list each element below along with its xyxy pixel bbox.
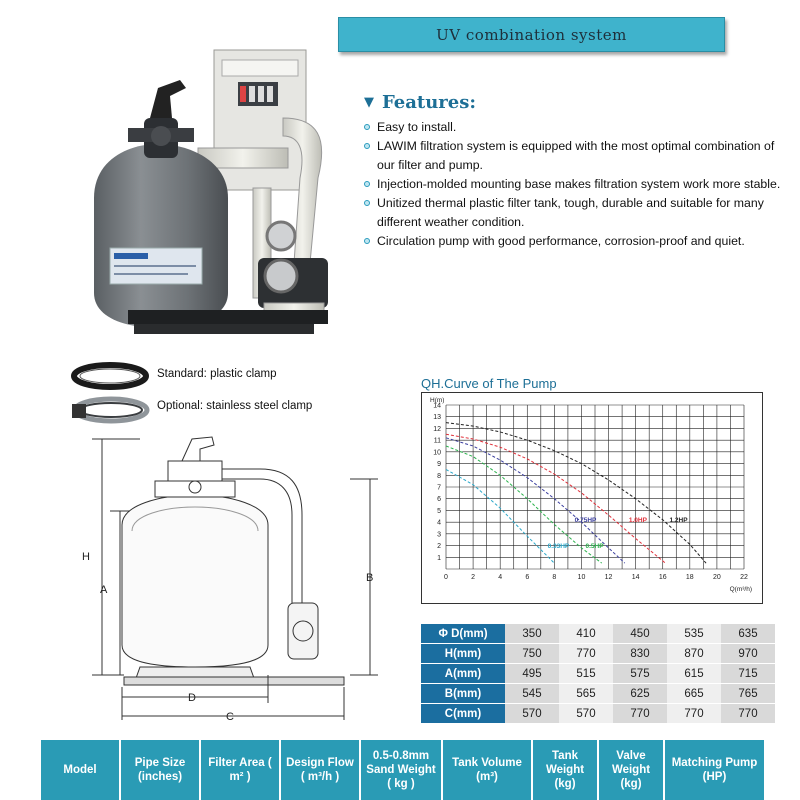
spec-row-label: H(mm)	[421, 644, 505, 664]
spec-cell: 765	[721, 684, 775, 704]
spec-cell: 570	[505, 704, 559, 724]
spec-table	[421, 624, 775, 724]
y-tick-label: 3	[437, 531, 441, 539]
bullet-icon	[364, 200, 370, 206]
spec-cell: 350	[505, 624, 559, 644]
header-cell: Valve Weight (kg)	[599, 740, 665, 800]
spec-cell: 770	[559, 644, 613, 664]
pump-curve-chart	[422, 393, 762, 603]
spec-cell: 715	[721, 664, 775, 684]
header-cell: 0.5-0.8mm Sand Weight ( kg )	[361, 740, 443, 800]
spec-row-label: A(mm)	[421, 664, 505, 684]
y-tick-label: 12	[433, 425, 441, 433]
model-table-header	[41, 740, 764, 800]
spec-row-label: B(mm)	[421, 684, 505, 704]
feature-item: Injection-molded mounting base makes filtration system work more stable.	[364, 175, 784, 194]
spec-row	[421, 704, 775, 724]
features-list	[364, 118, 784, 251]
spec-cell: 575	[613, 664, 667, 684]
banner-title: UV combination system	[436, 25, 627, 44]
spec-row	[421, 684, 775, 704]
header-cell: Design Flow ( m³/h )	[281, 740, 361, 800]
y-tick-label: 8	[437, 472, 441, 480]
features-title: Features:	[382, 92, 477, 113]
spec-cell: 770	[613, 704, 667, 724]
product-photo	[88, 48, 348, 363]
triangle-down-icon: ▼	[364, 95, 374, 110]
spec-cell: 615	[667, 664, 721, 684]
x-tick-label: 0	[444, 574, 448, 581]
header-cell: Matching Pump (HP)	[671, 757, 758, 783]
x-tick-label: 16	[658, 574, 667, 581]
header-cell: Model	[41, 740, 121, 800]
y-tick-label: 5	[437, 507, 441, 515]
header-cell: Tank Volume (m³)	[443, 740, 533, 800]
y-tick-label: 4	[437, 519, 441, 527]
standard-clamp-label: Standard: plastic clamp	[157, 368, 277, 380]
spec-row-label: Φ D(mm)	[421, 624, 505, 644]
spec-cell: 515	[559, 664, 613, 684]
spec-cell: 450	[613, 624, 667, 644]
dim-label-c: C	[226, 711, 234, 723]
x-tick-label: 20	[713, 574, 721, 581]
features-heading	[364, 92, 476, 113]
spec-cell: 635	[721, 624, 775, 644]
x-tick-label: 14	[631, 574, 640, 581]
spec-cell: 970	[721, 644, 775, 664]
y-tick-label: 9	[437, 461, 441, 469]
bullet-icon	[364, 124, 370, 130]
header-cell: Tank Weight (kg)	[533, 740, 599, 800]
x-tick-label: 10	[577, 574, 586, 581]
y-tick-label: 11	[433, 437, 441, 445]
spec-cell: 495	[505, 664, 559, 684]
y-tick-label: 13	[433, 414, 441, 422]
spec-row	[421, 624, 775, 644]
y-tick-label: 14	[433, 402, 441, 410]
spec-cell: 665	[667, 684, 721, 704]
chart-frame	[421, 392, 763, 604]
y-tick-label: 2	[437, 543, 441, 551]
feature-item: Unitized thermal plastic filter tank, tough, durable and suitable for many different weather condition.	[364, 194, 784, 232]
spec-cell: 830	[613, 644, 667, 664]
feature-item: LAWIM filtration system is equipped with the most optimal combination of our filter and pump.	[364, 137, 784, 175]
bullet-icon	[364, 181, 370, 187]
series-label: 0.5HP	[585, 542, 604, 550]
dim-label-d: D	[188, 692, 196, 704]
spec-cell: 535	[667, 624, 721, 644]
x-tick-label: 22	[740, 574, 748, 581]
spec-cell: 565	[559, 684, 613, 704]
dim-label-h: H	[82, 551, 90, 563]
y-tick-label: 7	[437, 484, 441, 492]
x-tick-label: 8	[552, 574, 557, 581]
spec-row-label: C(mm)	[421, 704, 505, 724]
dim-label-a: A	[100, 584, 108, 596]
dim-label-b: B	[366, 572, 374, 584]
series-label: 1.2HP	[669, 517, 688, 525]
spec-row	[421, 644, 775, 664]
y-tick-label: 10	[433, 449, 441, 457]
x-tick-label: 6	[525, 574, 530, 581]
x-tick-label: 18	[685, 574, 694, 581]
series-line	[446, 423, 706, 564]
steel-clamp-icon	[68, 392, 154, 426]
y-axis-label: H(m)	[430, 397, 445, 404]
spec-cell: 625	[613, 684, 667, 704]
x-tick-label: 2	[471, 574, 476, 581]
section-banner	[338, 17, 725, 52]
spec-cell: 410	[559, 624, 613, 644]
header-cell: Pipe Size (inches)	[121, 740, 201, 800]
feature-item: Easy to install.	[364, 118, 784, 137]
dimension-drawing	[80, 435, 390, 725]
feature-item: Circulation pump with good performance, corrosion-proof and quiet.	[364, 232, 784, 251]
y-tick-label: 6	[437, 496, 441, 504]
header-cell: Filter Area ( m² )	[201, 740, 281, 800]
plastic-clamp-icon	[70, 360, 150, 392]
x-tick-label: 12	[604, 574, 613, 581]
spec-cell: 570	[559, 704, 613, 724]
spec-cell: 770	[721, 704, 775, 724]
series-label: 0.33HP	[547, 542, 570, 550]
y-tick-label: 1	[437, 554, 441, 562]
optional-clamp-label: Optional: stainless steel clamp	[157, 400, 313, 412]
series-label: 1.0HP	[628, 517, 647, 525]
bullet-icon	[364, 143, 370, 149]
series-label: 0.75HP	[574, 517, 597, 525]
chart-title: QH.Curve of The Pump	[421, 376, 557, 391]
spec-cell: 870	[667, 644, 721, 664]
x-tick-label: 4	[498, 574, 503, 581]
spec-cell: 750	[505, 644, 559, 664]
spec-cell: 770	[667, 704, 721, 724]
bullet-icon	[364, 238, 370, 244]
spec-cell: 545	[505, 684, 559, 704]
x-axis-label: Q(m³/h)	[729, 586, 752, 593]
spec-row	[421, 664, 775, 684]
